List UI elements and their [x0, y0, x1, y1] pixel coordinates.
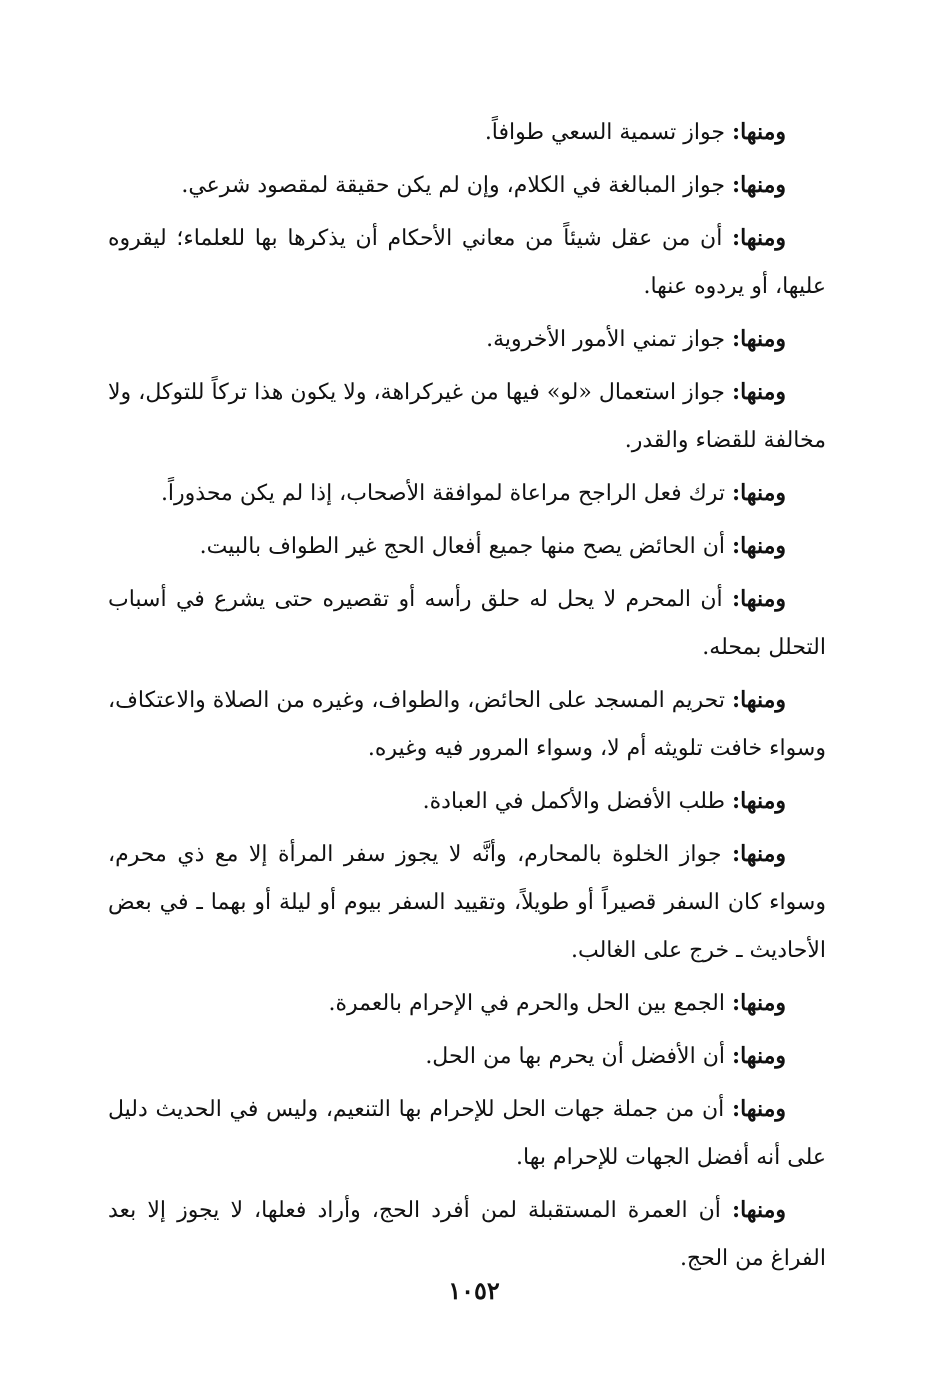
page-number: ١٠٥٢ — [448, 1276, 500, 1305]
paragraph-lead: ومنها: — [731, 172, 786, 198]
paragraph-lead: ومنها: — [731, 1096, 786, 1122]
paragraph — [108, 161, 826, 210]
paragraph-lead: ومنها: — [731, 225, 786, 251]
page-body — [108, 108, 826, 1287]
paragraph-lead: ومنها: — [731, 841, 786, 867]
paragraph-text: أن العمرة المستقبلة لمن أفرد الحج، وأراد فعلها، لا يجوز إلا بعد الفراغ من الحج. — [108, 1198, 826, 1271]
paragraph-lead: ومنها: — [731, 990, 786, 1016]
paragraph — [108, 214, 826, 311]
paragraph-text: جواز المبالغة في الكلام، وإن لم يكن حقيقة لمقصود شرعي. — [181, 173, 732, 198]
paragraph-lead: ومنها: — [731, 533, 786, 559]
paragraph-text: جواز تسمية السعي طوافاً. — [484, 120, 732, 145]
paragraph — [108, 1186, 826, 1283]
paragraph-text: أن الأفضل أن يحرم بها من الحل. — [425, 1044, 732, 1069]
paragraph-lead: ومنها: — [731, 586, 786, 612]
paragraph-lead: ومنها: — [731, 379, 786, 405]
paragraph-text: تحريم المسجد على الحائض، والطواف، وغيره من الصلاة والاعتكاف، وسواء خافت تلويثه أم لا، وسواء المرور فيه وغيره. — [108, 688, 826, 761]
paragraph-text: أن الحائض يصح منها جميع أفعال الحج غير الطواف بالبيت. — [199, 534, 732, 559]
paragraph-lead: ومنها: — [731, 687, 786, 713]
paragraph — [108, 315, 826, 364]
paragraph-lead: ومنها: — [731, 119, 786, 145]
paragraph — [108, 108, 826, 157]
paragraph-text: أن المحرم لا يحل له حلق رأسه أو تقصيره حتى يشرع في أسباب التحلل بمحله. — [108, 587, 826, 660]
paragraph-text: جواز استعمال «لو» فيها من غيركراهة، ولا يكون هذا تركاً للتوكل، ولا مخالفة للقضاء والقدر. — [108, 380, 826, 453]
paragraph-text: الجمع بين الحل والحرم في الإحرام بالعمرة. — [328, 991, 732, 1016]
paragraph — [108, 522, 826, 571]
paragraph — [108, 469, 826, 518]
paragraph-text: ترك فعل الراجح مراعاة لموافقة الأصحاب، إذا لم يكن محذوراً. — [160, 481, 732, 506]
paragraph-text: جواز تمني الأمور الأخروية. — [486, 327, 732, 352]
paragraph-lead: ومنها: — [731, 1197, 786, 1223]
paragraph-lead: ومنها: — [731, 326, 786, 352]
paragraph-lead: ومنها: — [731, 788, 786, 814]
paragraph-lead: ومنها: — [731, 480, 786, 506]
paragraph-text: طلب الأفضل والأكمل في العبادة. — [422, 789, 732, 814]
paragraph — [108, 1085, 826, 1182]
paragraph-text: أن من جملة جهات الحل للإحرام بها التنعيم، وليس في الحديث دليل على أنه أفضل الجهات للإحرام بها. — [108, 1097, 826, 1170]
paragraph — [108, 368, 826, 465]
paragraph — [108, 676, 826, 773]
paragraph — [108, 575, 826, 672]
paragraph-lead: ومنها: — [731, 1043, 786, 1069]
paragraph — [108, 830, 826, 975]
paragraph — [108, 777, 826, 826]
paragraph — [108, 1032, 826, 1081]
paragraph-text: أن من عقل شيئاً من معاني الأحكام أن يذكرها بها للعلماء؛ ليقروه عليها، أو يردوه عنها. — [108, 226, 826, 299]
paragraph-text: جواز الخلوة بالمحارم، وأنَّه لا يجوز سفر المرأة إلا مع ذي محرم، وسواء كان السفر قصيراً أو طويلاً، وتقييد السفر بيوم أو ليلة أو بهما ـ في بعض الأحاديث ـ خرج على الغالب. — [108, 842, 826, 963]
paragraph — [108, 979, 826, 1028]
